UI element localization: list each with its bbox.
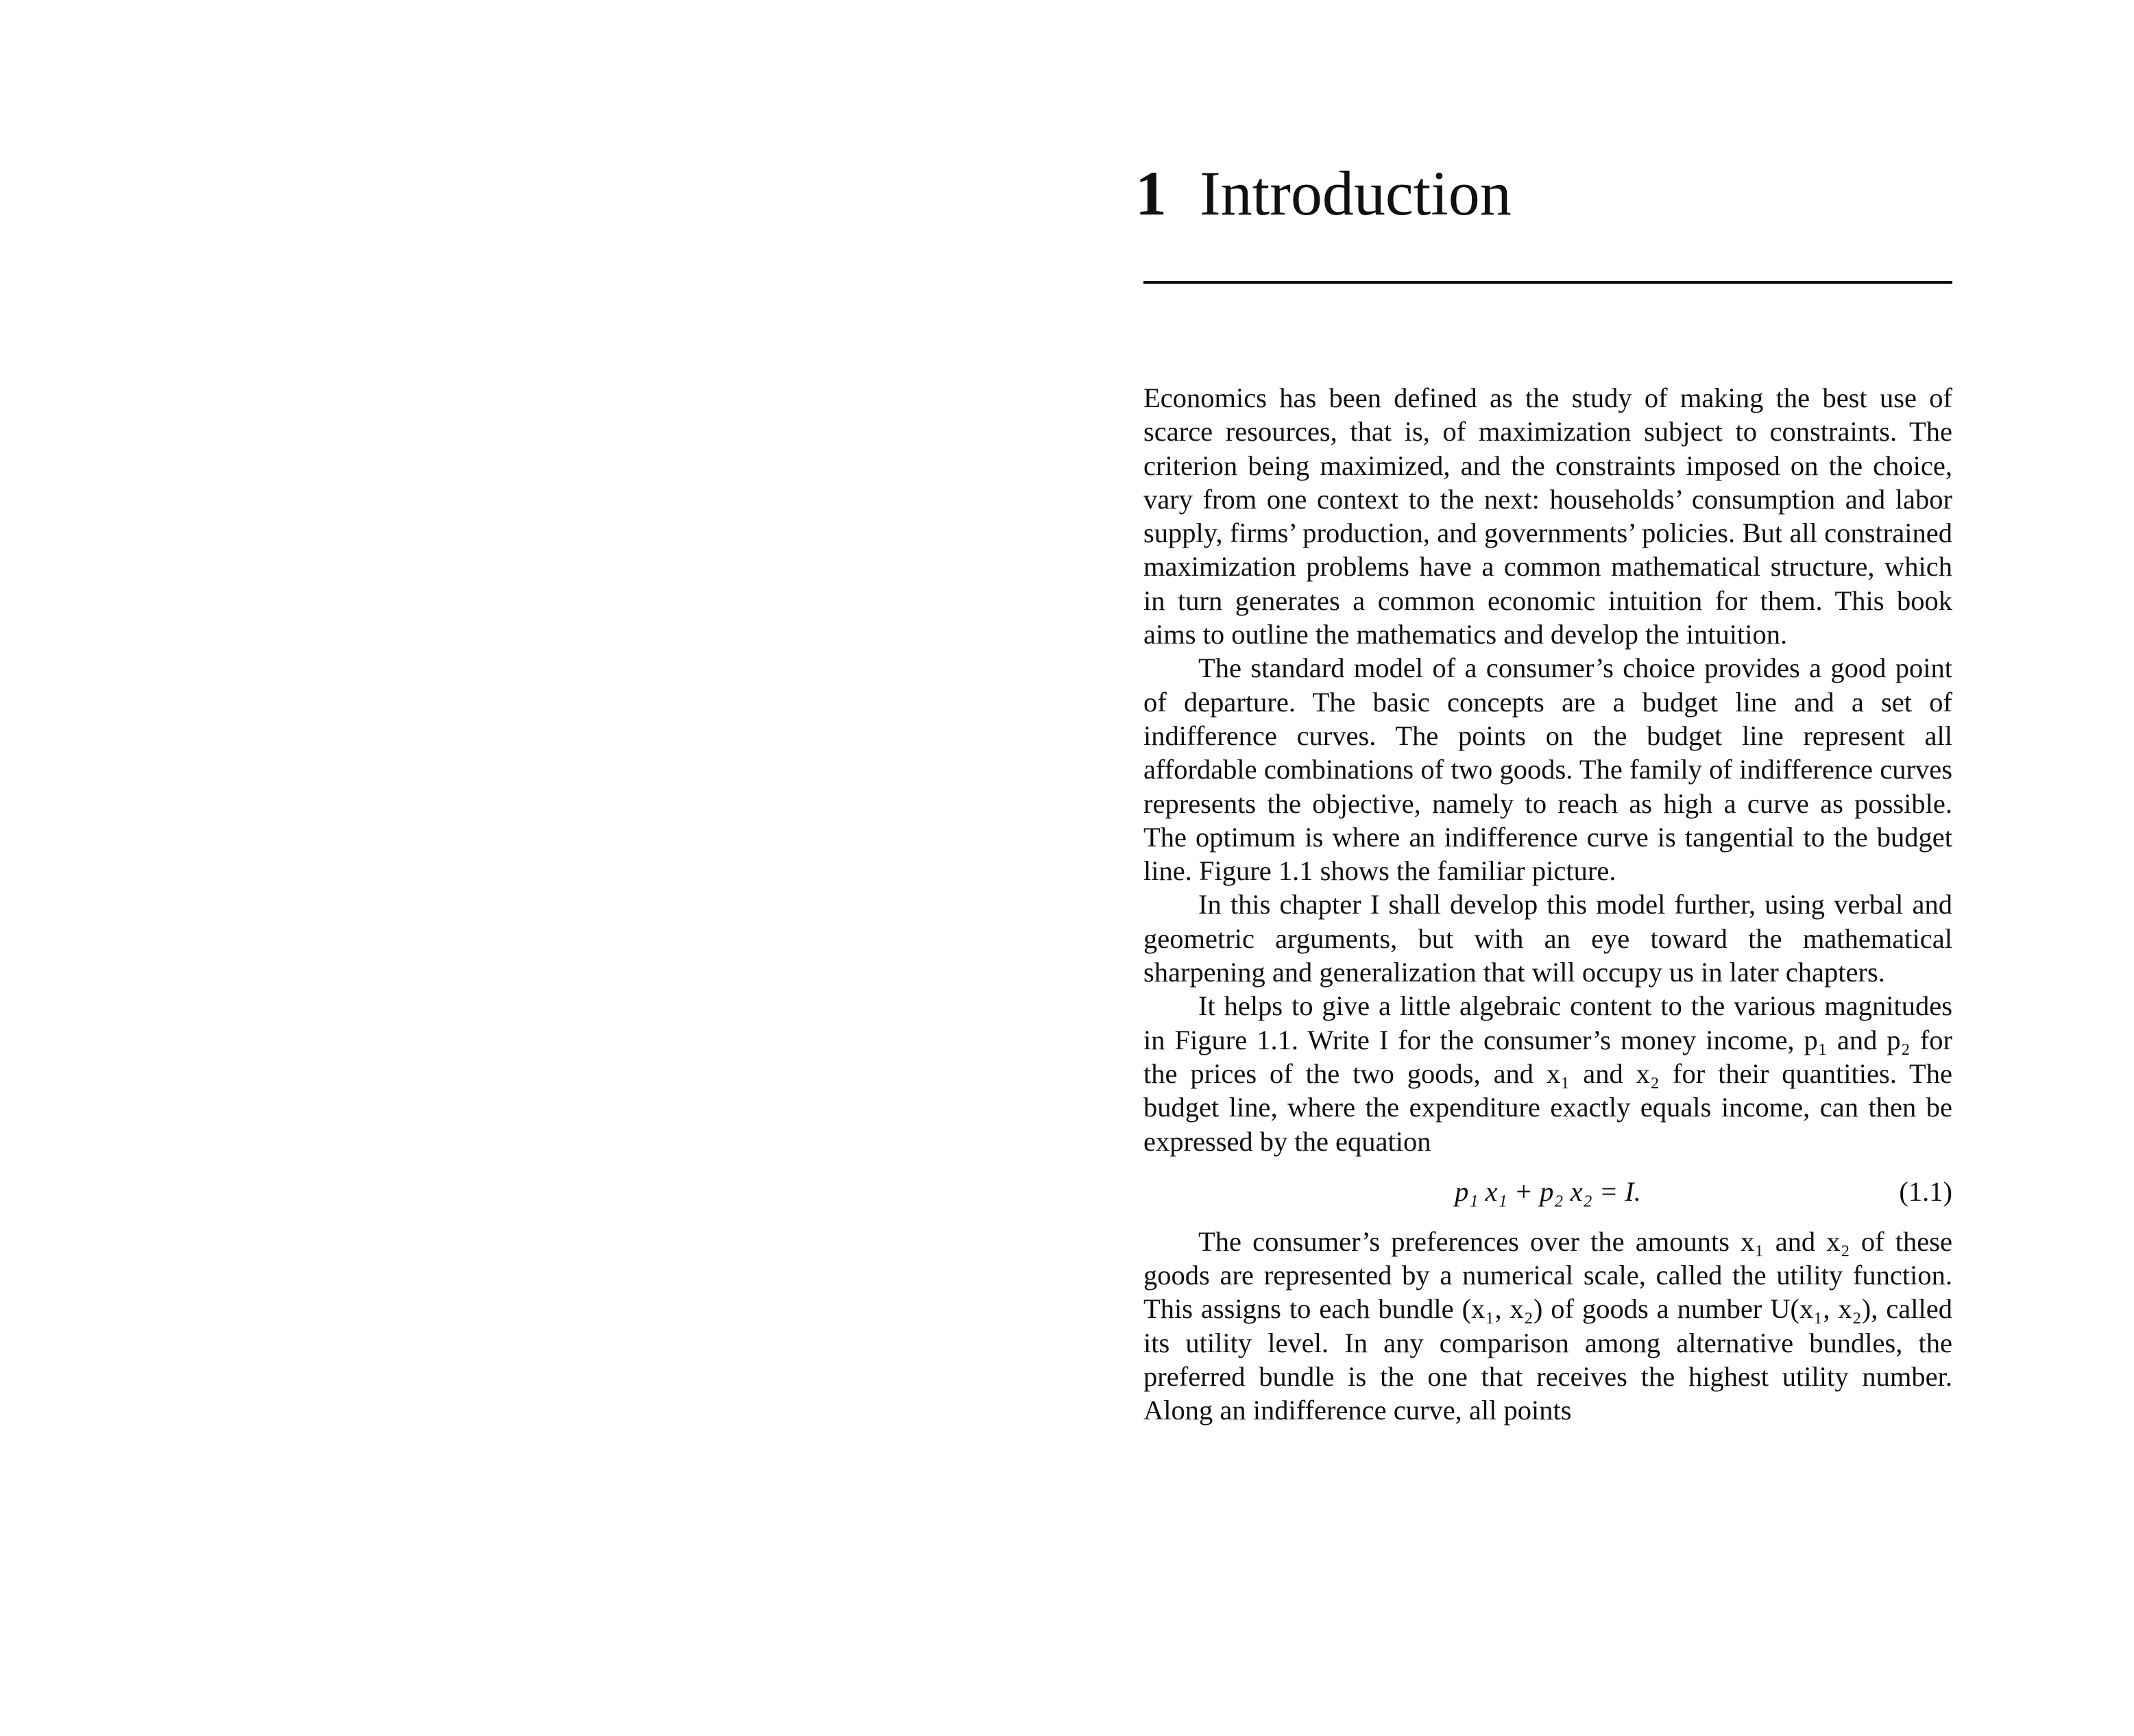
paragraph-4: It helps to give a little algebraic content to the various magnitudes in Figure 1.1. Write I for the consumer’s money income, p₁ and p₂ for the prices of the two goods, and x₁ and x₂ for their quantities. The budget line, where the expenditure exactly equals income, can then be expressed by the equation <box>1143 990 1952 1157</box>
paragraph-3: In this chapter I shall develop this model further, using verbal and geometric arguments, but with an eye toward the mathematical sharpening and generalization that will occupy us in later chapters. <box>1143 889 1952 988</box>
budget-equation <box>1143 1175 1952 1208</box>
chapter-heading <box>1135 158 1512 228</box>
chapter-body <box>1143 381 1952 1428</box>
chapter-title-rule <box>1143 281 1952 284</box>
chapter-number: 1 <box>1135 158 1167 228</box>
paragraph-2: The standard model of a consumer’s choice provides a good point of departure. The basic concepts are a budget line and a set of indifference curves. The points on the budget line represent all affordable combinations of two goods. The family of indifference curves represents the objective, namely to reach as high a curve as possible. The optimum is where an indifference curve is tangential to the budget line. Figure 1.1 shows the familiar picture. <box>1143 652 1952 887</box>
chapter-title: Introduction <box>1200 158 1512 228</box>
paragraph-1: Economics has been defined as the study of making the best use of scarce resources, that is, of maximization subject to constraints. The criterion being maximized, and the constraints imposed on the choice, vary from one context to the next: households’ consumption and labor supply, firms’ production, and governments’ policies. But all constrained maximization problems have a common mathematical structure, which in turn generates a common economic intuition for them. This book aims to outline the mathematics and develop the intuition. <box>1143 382 1952 650</box>
equation-expression: p₁ x₁ + p₂ x₂ = I. <box>1455 1175 1641 1207</box>
paragraph-5: The consumer’s preferences over the amounts x₁ and x₂ of these goods are represented by a numerical scale, called the utility function. This assigns to each bundle (x₁, x₂) of goods a number U(x₁, x₂), called its utility level. In any comparison among alternative bundles, the preferred bundle is the one that receives the highest utility number. Along an indifference curve, all points <box>1143 1225 1952 1426</box>
equation-number: (1.1) <box>1899 1175 1952 1207</box>
